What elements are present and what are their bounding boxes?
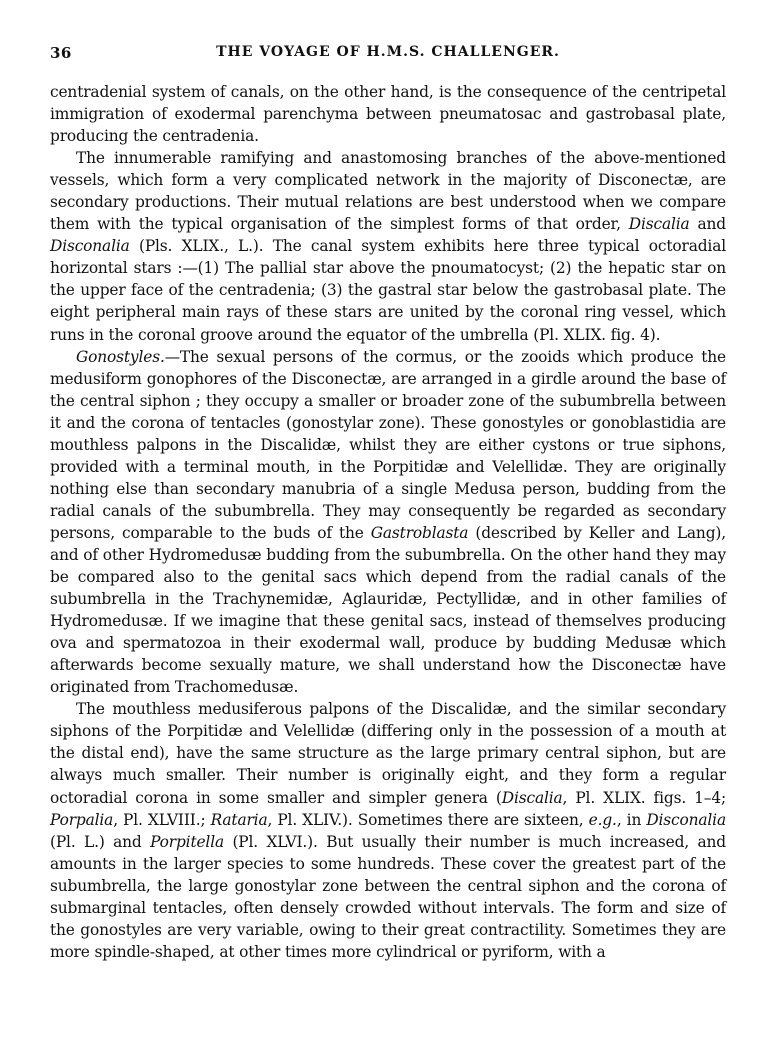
body-text [50,81,726,963]
text-run: (Pl. XLVI.). But usually their number is much increased, and amounts in the larger species to some hundreds. These cover the greatest part of the subumbrella, the large gonostylar zone between the central siphon and the corona of submarginal tentacles, often densely crowded without intervals. The form and size of the gonostyles are very variable, owing to their great contractility. Sometimes they are more spindle-shaped, at other times more cylindrical or pyriform, with a [50,832,726,961]
page-number: 36 [50,44,72,62]
text-run: (Pl. L.) and [50,832,151,851]
text-run: , Pl. XLVIII.; [113,810,211,829]
paragraph [50,81,726,147]
genus-name-rataria: Rataria [210,810,268,829]
text-run: The mouthless medusiferous palpons of the Discalidæ, and the similar secondary siphons of the Porpitidæ and Velellidæ (differing only in the possession of a mouth at the distal end), have the same structure as the large primary central siphon, but are always much smaller. Their number is originally eight, and they form a regular octoradial corona in some smaller and simpler genera ( [50,700,726,807]
running-title: THE VOYAGE OF H.M.S. CHALLENGER. [216,44,560,60]
text-run: , in [616,810,647,829]
text-run: and [689,215,726,234]
document-page [50,44,726,963]
text-run: , Pl. XLIX. figs. 1–4; [562,788,727,807]
text-run: , Pl. XLIV.). Sometimes there are sixteen, [267,810,589,829]
paragraph [50,346,726,699]
text-run: centradenial system of canals, on the other hand, is the consequence of the centripetal immigration of exodermal parenchyma between pneumatosac and gastrobasal plate, producing the centradenia. [50,83,726,146]
genus-name-porpitella: Porpitella [150,832,225,851]
genus-name-porpalia: Porpalia [50,810,114,829]
genus-name-disconalia: Disconalia [646,810,726,829]
paragraph [50,147,726,345]
text-run: (Pls. XLIX., L.). The canal system exhibits here three typical octoradial horizontal stars :—(1) The pallial star above the pnoumatocyst; (2) the hepatic star on the upper face of the centradenia; (3) the gastral star below the gastrobasal plate. The eight peripheral main rays of these stars are united by the coronal ring vessel, which runs in the coronal groove around the equator of the umbrella (Pl. XLIX. fig. 4). [50,237,726,344]
text-run: —The sexual persons of the cormus, or the zooids which produce the medusiform gonophores of the Disconectæ, are arranged in a girdle around the base of the central siphon ; they occupy a smaller or broader zone of the subumbrella between it and the corona of tentacles (gonostylar zone). These gonostyles or gonoblastidia are mouthless palpons in the Discalidæ, whilst they are either cystons or true siphons, provided with a terminal mouth, in the Porpitidæ and Velellidæ. They are originally nothing else than secondary manubria of a single Medusa person, budding from the radial canals of the subumbrella. They may consequently be regarded as secondary persons, comparable to the buds of the [50,347,726,542]
abbreviation-eg: e.g. [588,810,617,829]
genus-name-discalia: Discalia [628,215,690,234]
running-head [50,44,726,66]
section-heading-gonostyles: Gonostyles. [76,347,165,366]
genus-name-disconalia: Disconalia [50,237,130,256]
genus-name-discalia: Discalia [501,788,563,807]
paragraph [50,698,726,963]
genus-name-gastroblasta: Gastroblasta [370,523,469,542]
text-run: (described by Keller and Lang), and of other Hydromedusæ budding from the subumbrella. On the other hand they may be compared also to the genital sacs which depend from the radial canals of the subumbrella in the Trachynemidæ, Aglauridæ, Pectyllidæ, and in other families of Hydromedusæ. If we imagine that these genital sacs, instead of themselves producing ova and spermatozoa in their exodermal wall, produce by budding Medusæ which afterwards become sexually mature, we shall understand how the Disconectæ have originated from Trachomedusæ. [50,523,726,697]
text-run: The innumerable ramifying and anastomosing branches of the above-mentioned vessels, which form a very complicated network in the majority of Disconectæ, are secondary productions. Their mutual relations are best understood when we compare them with the typical organisation of the simplest forms of that order, [50,149,726,234]
